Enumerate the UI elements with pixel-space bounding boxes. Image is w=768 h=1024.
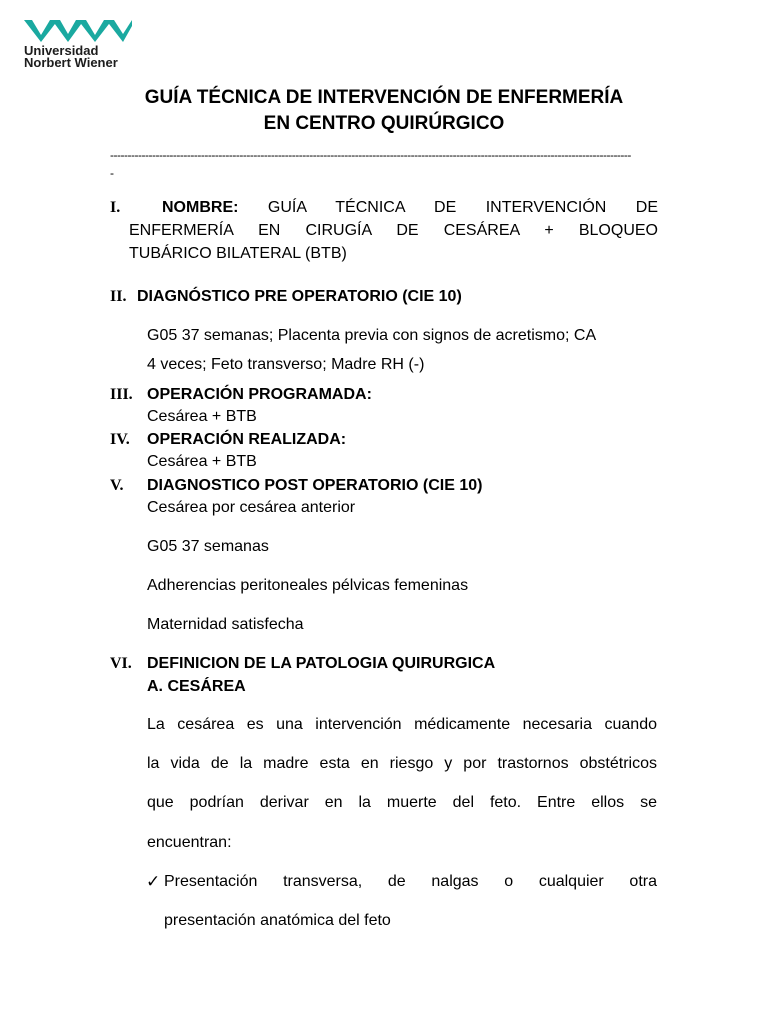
page-title-line1: GUÍA TÉCNICA DE INTERVENCIÓN DE ENFERMERÍA [144, 87, 624, 108]
section-4-numeral: IV. [110, 431, 130, 448]
section-2-line1: G05 37 semanas; Placenta previa con signos de acretismo; CA [147, 327, 597, 344]
section-1-numeral: I. [110, 199, 121, 216]
section-6-bullet-line2: presentación anatómica del feto [164, 912, 391, 929]
section-2-numeral: II. [110, 288, 127, 305]
section-2-line2: 4 veces; Feto transverso; Madre RH (-) [147, 356, 425, 373]
section-6-heading [110, 655, 495, 673]
section-3-text: Cesárea + BTB [147, 408, 257, 425]
section-5-heading [110, 477, 482, 495]
section-2-heading-text: DIAGNÓSTICO PRE OPERATORIO (CIE 10) [137, 288, 462, 305]
section-4-text: Cesárea + BTB [147, 453, 257, 470]
separator-dots: ----------------------------------------------------------------------------------------------------------------------------------------------------- [110, 148, 631, 160]
section-5-item: Adherencias peritoneales pélvicas femeninas [147, 577, 469, 594]
section-6-paragraph-line3: que podrían derivar en la muerte del feto. Entre ellos se [147, 794, 657, 811]
section-1-text-line2: ENFERMERÍA EN CIRUGÍA DE CESÁREA + BLOQUEO [129, 222, 658, 239]
page-title-line2: EN CENTRO QUIRÚRGICO [263, 113, 505, 134]
section-3-heading [110, 386, 372, 404]
section-6-paragraph-line1: La cesárea es una intervención médicamente necesaria cuando [147, 716, 657, 733]
section-3-numeral: III. [110, 386, 133, 403]
section-5-heading-text: DIAGNOSTICO POST OPERATORIO (CIE 10) [147, 477, 483, 494]
separator-dash: - [110, 166, 114, 180]
section-1 [110, 197, 658, 265]
section-1-line1 [110, 197, 658, 219]
section-6-subheading: A. CESÁREA [147, 678, 246, 695]
section-6-paragraph-line2: la vida de la madre esta en riesgo y por trastornos obstétricos [147, 755, 657, 772]
section-5-numeral: V. [110, 477, 124, 494]
checkmark-icon: ✓ [146, 872, 161, 891]
section-6-paragraph-line4: encuentran: [147, 834, 232, 851]
logo-text-line1: Universidad [24, 43, 99, 58]
section-3-heading-text: OPERACIÓN PROGRAMADA: [147, 386, 372, 403]
section-4-heading [110, 431, 346, 449]
section-6-bullet-line1: Presentación transversa, de nalgas o cualquier otra [164, 873, 657, 890]
section-5-item: Maternidad satisfecha [147, 616, 304, 633]
logo-text-line2: Norbert Wiener [24, 55, 118, 70]
section-6-numeral: VI. [110, 655, 132, 672]
logo-waves-icon [24, 20, 132, 42]
section-5-item: G05 37 semanas [147, 538, 269, 555]
section-1-text-line1: GUÍA TÉCNICA DE INTERVENCIÓN DE [267, 199, 658, 216]
section-1-label: NOMBRE: [162, 199, 239, 216]
section-6-heading-text: DEFINICION DE LA PATOLOGIA QUIRURGICA [147, 655, 496, 672]
university-logo [24, 20, 164, 69]
section-4-heading-text: OPERACIÓN REALIZADA: [147, 431, 347, 448]
section-1-text-line3: TUBÁRICO BILATERAL (BTB) [129, 245, 347, 262]
section-2-heading [110, 288, 462, 306]
section-5-item: Cesárea por cesárea anterior [147, 499, 356, 516]
